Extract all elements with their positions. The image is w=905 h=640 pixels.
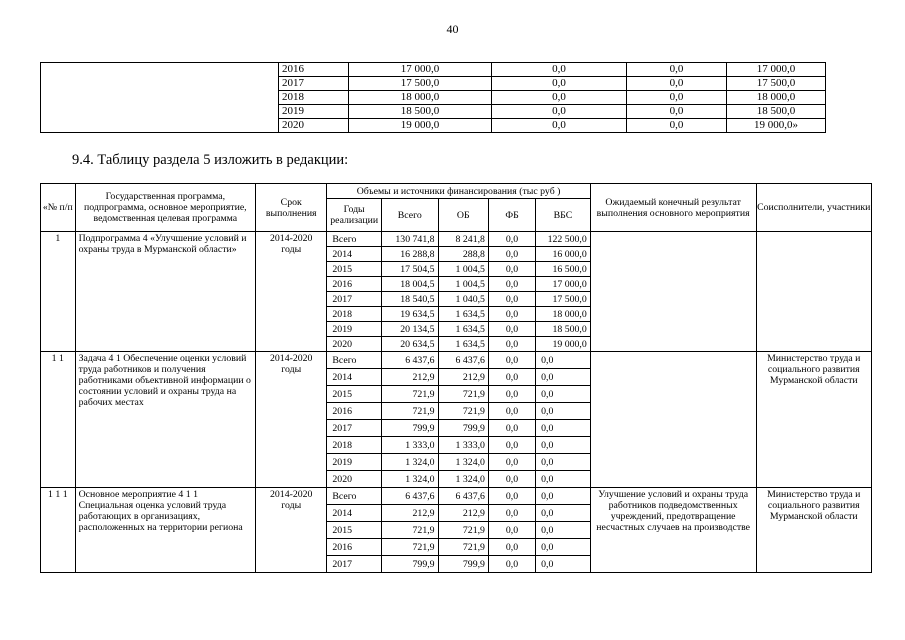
- vbs-cell: 0,0: [536, 454, 591, 471]
- total-cell: 721,9: [381, 403, 438, 420]
- vbs-cell: 0,0: [536, 505, 591, 522]
- fb-cell: 0,0: [488, 277, 535, 292]
- total-cell: 1 324,0: [381, 471, 438, 488]
- vbs-cell: 122 500,0: [536, 232, 591, 247]
- ob-cell: 212,9: [438, 369, 488, 386]
- vbs-cell: 16 500,0: [536, 262, 591, 277]
- ob-cell: 1 634,5: [438, 307, 488, 322]
- vbs-cell: 17 500,0: [536, 292, 591, 307]
- ob-cell: 1 634,5: [438, 337, 488, 352]
- header-result: Ожидаемый конечный результат выполнения основного мероприятия: [590, 184, 756, 232]
- vbs-cell: 17 000,0: [536, 277, 591, 292]
- continuation-table: [40, 62, 826, 133]
- total-cell: 6 437,6: [381, 352, 438, 369]
- ob-cell: 1 634,5: [438, 322, 488, 337]
- ob-cell: 6 437,6: [438, 488, 488, 505]
- ob-cell: 1 004,5: [438, 262, 488, 277]
- fb-cell: 0,0: [488, 247, 535, 262]
- ob-cell: 721,9: [438, 386, 488, 403]
- header-num: «№ п/п: [41, 184, 76, 232]
- header-term: Срок выполнения: [256, 184, 327, 232]
- fb-cell: 0,0: [488, 488, 535, 505]
- executors-cell: Министерство труда и социального развития Мурманской области: [756, 488, 871, 573]
- fb-cell: 0,0: [488, 352, 535, 369]
- page-number: 40: [446, 22, 459, 36]
- vbs-cell: 0,0: [536, 488, 591, 505]
- fb-cell: 0,0: [627, 91, 727, 105]
- year-cell: 2016: [279, 63, 349, 77]
- table-row: [41, 232, 872, 247]
- year-cell: Всего: [327, 488, 382, 505]
- row-number: 1: [41, 232, 76, 352]
- term-cell: 2014-2020 годы: [256, 232, 327, 352]
- vbs-cell: 17 500,0: [727, 77, 826, 91]
- ob-cell: 0,0: [492, 91, 627, 105]
- fb-cell: 0,0: [488, 386, 535, 403]
- ob-cell: 799,9: [438, 420, 488, 437]
- total-cell: 6 437,6: [381, 488, 438, 505]
- fb-cell: 0,0: [488, 437, 535, 454]
- header-funding: Объемы и источники финансирования (тыс руб ): [327, 184, 590, 199]
- fb-cell: 0,0: [488, 337, 535, 352]
- ob-cell: 1 040,5: [438, 292, 488, 307]
- ob-cell: 1 324,0: [438, 454, 488, 471]
- fb-cell: 0,0: [488, 420, 535, 437]
- ob-cell: 1 324,0: [438, 471, 488, 488]
- ob-cell: 288,8: [438, 247, 488, 262]
- year-cell: 2018: [327, 437, 382, 454]
- header-executors: Соисполнители, участники: [756, 184, 871, 232]
- total-cell: 18 000,0: [349, 91, 492, 105]
- vbs-cell: 0,0: [536, 437, 591, 454]
- year-cell: 2019: [279, 105, 349, 119]
- header-years: Годы реализации: [327, 199, 382, 232]
- year-cell: 2018: [279, 91, 349, 105]
- result-cell: [590, 352, 756, 488]
- year-cell: 2016: [327, 403, 382, 420]
- year-cell: 2020: [279, 119, 349, 133]
- program-name: Подпрограмма 4 «Улучшение условий и охраны труда в Мурманской области»: [75, 232, 255, 352]
- fb-cell: 0,0: [488, 539, 535, 556]
- total-cell: 799,9: [381, 420, 438, 437]
- year-cell: 2015: [327, 522, 382, 539]
- ob-cell: 212,9: [438, 505, 488, 522]
- ob-cell: 1 333,0: [438, 437, 488, 454]
- year-cell: 2014: [327, 505, 382, 522]
- vbs-cell: 18 000,0: [727, 91, 826, 105]
- table-row: [41, 352, 872, 369]
- fb-cell: 0,0: [488, 403, 535, 420]
- vbs-cell: 17 000,0: [727, 63, 826, 77]
- fb-cell: 0,0: [488, 292, 535, 307]
- header-vbs: ВБС: [536, 199, 591, 232]
- result-cell: [590, 232, 756, 352]
- vbs-cell: 18 000,0: [536, 307, 591, 322]
- year-cell: 2015: [327, 386, 382, 403]
- table-row: [41, 63, 826, 77]
- section-heading: 9.4. Таблицу раздела 5 изложить в редакции:: [72, 152, 349, 168]
- fb-cell: 0,0: [488, 556, 535, 573]
- total-cell: 721,9: [381, 539, 438, 556]
- year-cell: 2015: [327, 262, 382, 277]
- vbs-cell: 0,0: [536, 556, 591, 573]
- ob-cell: 8 241,8: [438, 232, 488, 247]
- total-cell: 17 500,0: [349, 77, 492, 91]
- total-cell: 212,9: [381, 369, 438, 386]
- vbs-cell: 18 500,0: [727, 105, 826, 119]
- vbs-cell: 0,0: [536, 369, 591, 386]
- year-cell: 2019: [327, 322, 382, 337]
- executors-cell: Министерство труда и социального развития Мурманской области: [756, 352, 871, 488]
- vbs-cell: 0,0: [536, 522, 591, 539]
- fb-cell: 0,0: [488, 505, 535, 522]
- fb-cell: 0,0: [488, 522, 535, 539]
- program-name: Основное мероприятие 4 1 1 Специальная оценка условий труда работающих в организациях, расположенных на территории региона: [75, 488, 255, 573]
- ob-cell: 6 437,6: [438, 352, 488, 369]
- fb-cell: 0,0: [488, 322, 535, 337]
- row-number: 1 1 1: [41, 488, 76, 573]
- executors-cell: [756, 232, 871, 352]
- fb-cell: 0,0: [627, 119, 727, 133]
- vbs-cell: 0,0: [536, 420, 591, 437]
- fb-cell: 0,0: [627, 63, 727, 77]
- total-cell: 721,9: [381, 522, 438, 539]
- ob-cell: 0,0: [492, 63, 627, 77]
- header-fb: ФБ: [488, 199, 535, 232]
- total-cell: 17 000,0: [349, 63, 492, 77]
- year-cell: 2016: [327, 277, 382, 292]
- total-cell: 19 634,5: [381, 307, 438, 322]
- total-cell: 16 288,8: [381, 247, 438, 262]
- fb-cell: 0,0: [488, 262, 535, 277]
- row-number: 1 1: [41, 352, 76, 488]
- total-cell: 18 500,0: [349, 105, 492, 119]
- blank-cell: [41, 63, 279, 133]
- total-cell: 1 333,0: [381, 437, 438, 454]
- ob-cell: 721,9: [438, 522, 488, 539]
- vbs-cell: 19 000,0: [536, 337, 591, 352]
- total-cell: 18 004,5: [381, 277, 438, 292]
- fb-cell: 0,0: [488, 369, 535, 386]
- fb-cell: 0,0: [488, 454, 535, 471]
- year-cell: 2020: [327, 337, 382, 352]
- total-cell: 18 540,5: [381, 292, 438, 307]
- vbs-cell: 0,0: [536, 471, 591, 488]
- year-cell: 2017: [327, 556, 382, 573]
- program-table: [40, 183, 872, 573]
- header-total: Всего: [381, 199, 438, 232]
- total-cell: 212,9: [381, 505, 438, 522]
- term-cell: 2014-2020 годы: [256, 352, 327, 488]
- total-cell: 17 504,5: [381, 262, 438, 277]
- total-cell: 20 634,5: [381, 337, 438, 352]
- year-cell: Всего: [327, 352, 382, 369]
- vbs-cell: 0,0: [536, 403, 591, 420]
- total-cell: 799,9: [381, 556, 438, 573]
- ob-cell: 721,9: [438, 403, 488, 420]
- ob-cell: 0,0: [492, 77, 627, 91]
- ob-cell: 0,0: [492, 119, 627, 133]
- header-ob: ОБ: [438, 199, 488, 232]
- fb-cell: 0,0: [627, 77, 727, 91]
- year-cell: 2017: [279, 77, 349, 91]
- ob-cell: 721,9: [438, 539, 488, 556]
- total-cell: 20 134,5: [381, 322, 438, 337]
- year-cell: 2018: [327, 307, 382, 322]
- total-cell: 130 741,8: [381, 232, 438, 247]
- year-cell: 2017: [327, 420, 382, 437]
- year-cell: 2017: [327, 292, 382, 307]
- header-program: Государственная программа, подпрограмма, основное мероприятие, ведомственная целевая программа: [75, 184, 255, 232]
- vbs-cell: 0,0: [536, 539, 591, 556]
- vbs-cell: 0,0: [536, 352, 591, 369]
- result-cell: Улучшение условий и охраны труда работников подведомственных учреждений, предотвращение несчастных случаев на производстве: [590, 488, 756, 573]
- year-cell: 2014: [327, 369, 382, 386]
- program-name: Задача 4 1 Обеспечение оценки условий труда работников и получения работниками объективной информации о состоянии условий и охраны труда на рабочих местах: [75, 352, 255, 488]
- ob-cell: 1 004,5: [438, 277, 488, 292]
- year-cell: 2016: [327, 539, 382, 556]
- term-cell: 2014-2020 годы: [256, 488, 327, 573]
- total-cell: 1 324,0: [381, 454, 438, 471]
- vbs-cell: 19 000,0»: [727, 119, 826, 133]
- fb-cell: 0,0: [627, 105, 727, 119]
- year-cell: Всего: [327, 232, 382, 247]
- fb-cell: 0,0: [488, 307, 535, 322]
- total-cell: 721,9: [381, 386, 438, 403]
- ob-cell: 799,9: [438, 556, 488, 573]
- year-cell: 2019: [327, 454, 382, 471]
- fb-cell: 0,0: [488, 471, 535, 488]
- vbs-cell: 16 000,0: [536, 247, 591, 262]
- fb-cell: 0,0: [488, 232, 535, 247]
- ob-cell: 0,0: [492, 105, 627, 119]
- year-cell: 2014: [327, 247, 382, 262]
- vbs-cell: 18 500,0: [536, 322, 591, 337]
- year-cell: 2020: [327, 471, 382, 488]
- total-cell: 19 000,0: [349, 119, 492, 133]
- table-row: [41, 488, 872, 505]
- vbs-cell: 0,0: [536, 386, 591, 403]
